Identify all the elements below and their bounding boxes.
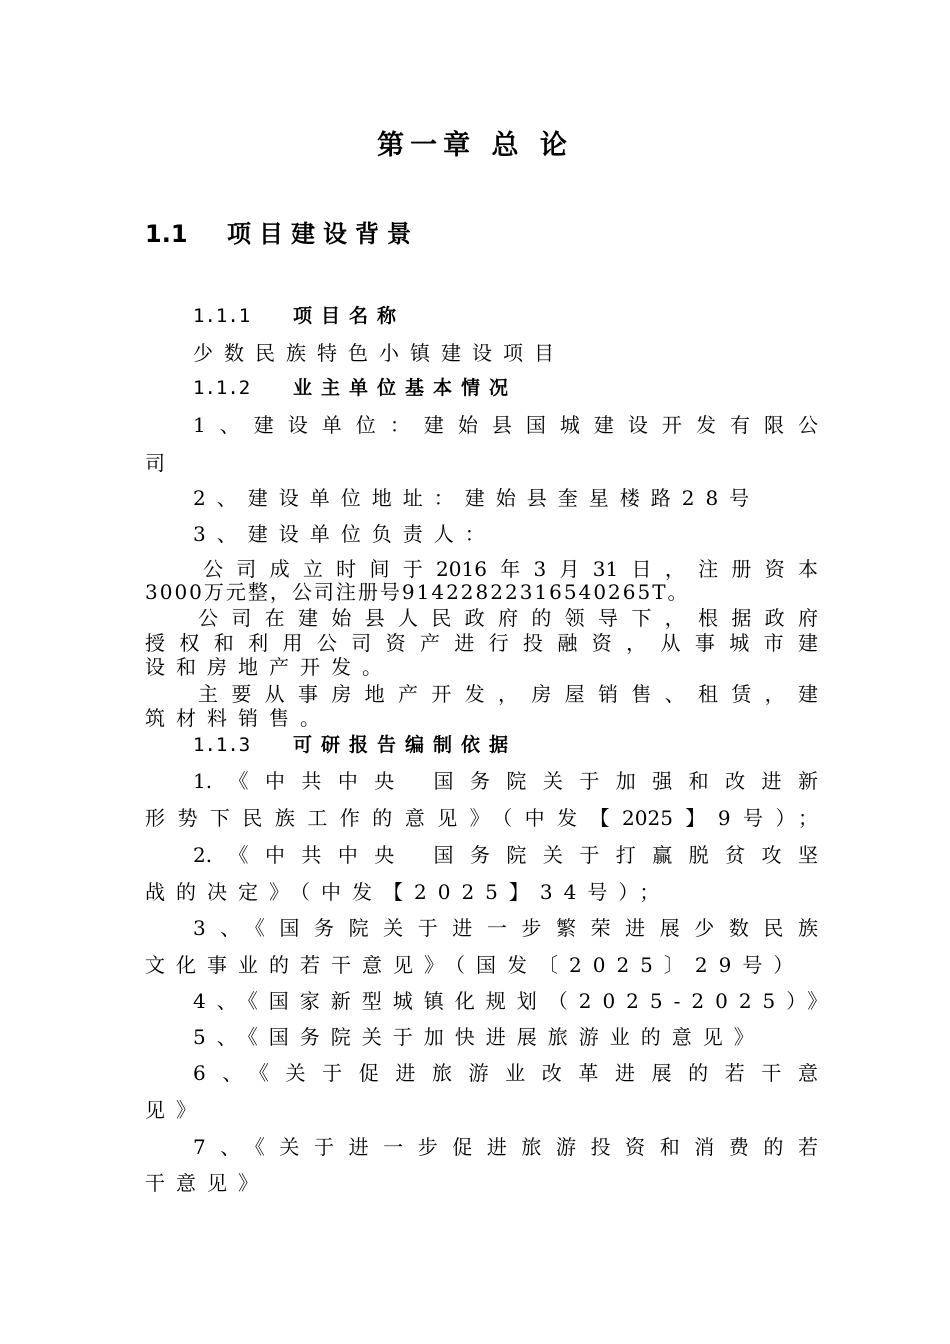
- basis-4: 4、《国家新型城镇化规划（2025-2025）》: [193, 989, 839, 1013]
- section-heading: [145, 222, 419, 246]
- subsection-number: 1.1.3: [193, 734, 251, 756]
- subsection-title: 可研报告编制依据: [293, 734, 518, 756]
- company-paragraph-2-line-2: 授权和利用公司资产进行投融资，从事城市建: [145, 631, 818, 655]
- basis-5: 5、《国务院关于加快进展旅游业的意见》: [193, 1025, 765, 1049]
- basis-2-line-2: 战的决定》（中发【2025】34号）；: [145, 880, 671, 904]
- basis-7-line-1: 7、《关于进一步促进旅游投资和消费的若: [193, 1135, 818, 1159]
- subsection-heading-1: [193, 304, 405, 328]
- section-title: 项目建设背景: [227, 220, 419, 248]
- basis-3-line-1: 3、《国务院关于进一步繁荣进展少数民族: [193, 916, 818, 940]
- company-paragraph-2-line-3: 设和房地产开发。: [145, 655, 393, 679]
- section-number: 1.1: [145, 220, 188, 248]
- owner-item-1-line-1: 1、建设单位：建始县国城建设开发有限公: [193, 413, 818, 437]
- subsection-number: 1.1.1: [193, 305, 251, 327]
- basis-6-line-1: 6、《关于促进旅游业改革进展的若干意: [193, 1061, 818, 1085]
- company-paragraph-3-line-2: 筑材料销售。: [145, 706, 331, 730]
- subsection-heading-3: [193, 733, 517, 757]
- subsection-title: 业主单位基本情况: [293, 377, 518, 399]
- basis-1-line-2: 形势下民族工作的意见》（中发【2025】9号）；: [145, 806, 818, 830]
- company-paragraph-1-line-2: 3000万元整，公司注册号91422822316540265T。: [145, 580, 690, 604]
- project-name: 少数民族特色小镇建设项目: [193, 341, 565, 365]
- owner-item-1-line-2: 司: [145, 451, 165, 475]
- subsection-heading-2: [193, 376, 517, 400]
- subsection-number: 1.1.2: [193, 377, 251, 399]
- company-paragraph-2-line-1: 公司在建始县人民政府的领导下，根据政府: [198, 606, 818, 630]
- chapter-title: 第一章 总 论: [377, 130, 573, 161]
- basis-7-line-2: 干意见》: [145, 1171, 269, 1195]
- subsection-title: 项目名称: [293, 305, 406, 327]
- company-paragraph-1-line-1: 公司成立时间于2016年3月31日，注册资本: [203, 557, 818, 581]
- basis-1-line-1: 1.《中共中央 国务院关于加强和改进新: [193, 769, 818, 793]
- owner-item-2: 2、建设单位地址：建始县奎星楼路28号: [193, 486, 761, 510]
- owner-item-3: 3、建设单位负责人：: [193, 522, 496, 546]
- basis-2-line-1: 2.《中共中央 国务院关于打赢脱贫攻坚: [193, 843, 818, 867]
- company-paragraph-3-line-1: 主要从事房地产开发，房屋销售、租赁，建: [198, 682, 818, 706]
- basis-3-line-2: 文化事业的若干意见》（国发〔2025〕29号）: [145, 953, 805, 977]
- basis-6-line-2: 见》: [145, 1098, 207, 1122]
